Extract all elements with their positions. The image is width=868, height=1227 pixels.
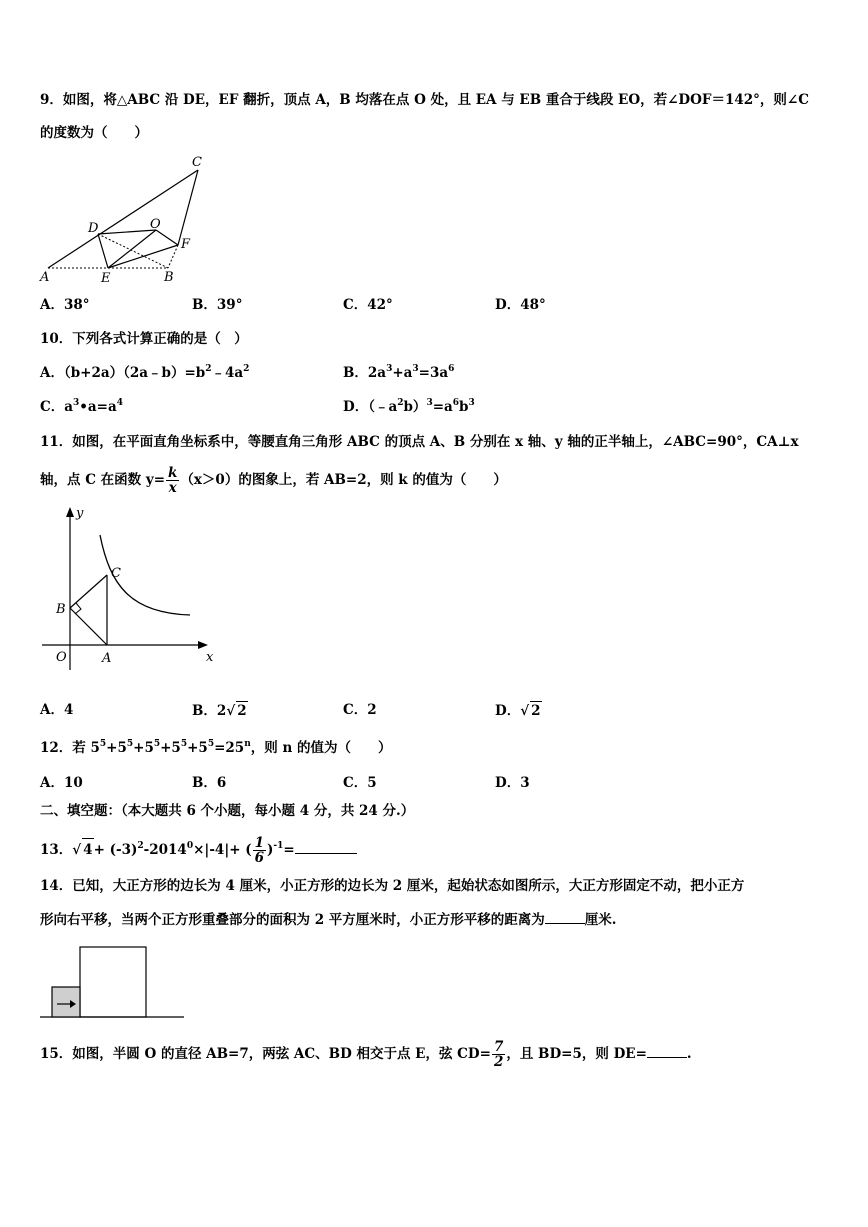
q9-option-b[interactable]: B．39° (192, 297, 243, 313)
q11-option-c[interactable]: C．2 (343, 702, 377, 718)
q9-label-d: D (88, 221, 99, 236)
q9-stem-line2: 的度数为（ ） (40, 125, 148, 141)
q13-fraction: $\frac{1}{6}$ (254, 835, 265, 866)
section-2-heading: 二、填空题：（本大题共 6 个小题，每小题 4 分，共 24 分.） (40, 803, 415, 819)
q9-triangle-figure (38, 150, 218, 290)
q11-label-y: y (76, 506, 84, 521)
q9-option-a[interactable]: A．38° (40, 297, 90, 313)
q9-label-c: C (192, 155, 202, 170)
q9-stem-line1: 9．如图，将△ABC 沿 DE，EF 翻折，顶点 A，B 均落在点 O 处，且 EA 与 EB 重合于线段 EO，若∠DOF＝142°，则∠C (40, 92, 809, 108)
q9-label-a: A (40, 270, 50, 285)
q13-stem: 13．√ $4+ (-3)^2-2014^0\times|-4|+$ ( $\frac{1}{6}$ )$^{-1}$= (40, 836, 357, 865)
q12-option-b[interactable]: B．6 (192, 775, 227, 791)
q12-option-d[interactable]: D．3 (495, 775, 530, 791)
q12-stem: 12．若 $5^5+5^5+5^5+5^5+5^5=25^n$，则 n 的值为（ ） (40, 739, 392, 756)
q14-squares-figure (40, 943, 190, 1023)
q10-option-b[interactable]: B．$2a^3+a^3=3a^6$ (343, 364, 455, 381)
q13-answer-blank[interactable] (295, 853, 357, 854)
q14-stem-line1: 14．已知，大正方形的边长为 4 厘米，小正方形的边长为 2 厘米，起始状态如图所示，大正方形固定不动，把小正方 (40, 878, 745, 894)
q9-label-e: E (101, 271, 111, 286)
q11-stem-line1: 11．如图，在平面直角坐标系中，等腰直角三角形 ABC 的顶点 A、B 分别在 x 轴、y 轴的正半轴上，∠ABC=90°，CA⊥x (40, 434, 799, 450)
q11-label-c: C (111, 566, 121, 581)
q11-label-o: O (56, 650, 67, 665)
q10-stem: 10．下列各式计算正确的是（ ） (40, 331, 248, 347)
q11-fraction: $\frac{k}{x}$ (168, 465, 178, 496)
q10-option-c[interactable]: C．$a^3•a=a^4$ (40, 398, 123, 415)
q9-label-f: F (181, 237, 191, 252)
q9-label-o: O (150, 217, 161, 232)
q15-stem: 15．如图，半圆 O 的直径 AB=7，两弦 AC、BD 相交于点 E，弦 CD= $\frac{7}{2}$ ，且 BD=5，则 DE= . (40, 1039, 692, 1070)
q15-fraction: $\frac{7}{2}$ (493, 1039, 504, 1070)
q9-option-c[interactable]: C．42° (343, 297, 393, 313)
q11-option-a[interactable]: A．4 (40, 702, 74, 718)
q11-coordinate-figure (40, 505, 225, 675)
q9-option-d[interactable]: D．48° (495, 297, 546, 313)
q10-option-d[interactable]: D．$(﹣a^2b)^3=a^6b^3$ (343, 398, 475, 415)
q12-option-c[interactable]: C．5 (343, 775, 377, 791)
q9-label-b: B (164, 270, 174, 285)
q11-label-a: A (102, 651, 112, 666)
q15-answer-blank[interactable] (647, 1057, 687, 1058)
q11-option-b[interactable]: B．2√ 2 (192, 703, 247, 719)
q12-option-a[interactable]: A．10 (40, 775, 83, 791)
q11-stem-line2: 轴，点 C 在函数 y= $\frac{k}{x}$ （x＞0）的图象上，若 AB=2，则 k 的值为（ ） (40, 465, 507, 496)
q10-option-a[interactable]: A．$(b+2a)(2a﹣b)=b^2﹣4a^2$ (40, 364, 250, 381)
q11-label-b: B (56, 602, 66, 617)
q11-label-x: x (206, 650, 214, 665)
q11-option-d[interactable]: D．√ 2 (495, 703, 541, 719)
q14-stem-line2: 形向右平移，当两个正方形重叠部分的面积为 2 平方厘米时，小正方形平移的距离为 厘米. (40, 912, 617, 928)
q14-answer-blank[interactable] (545, 923, 585, 924)
